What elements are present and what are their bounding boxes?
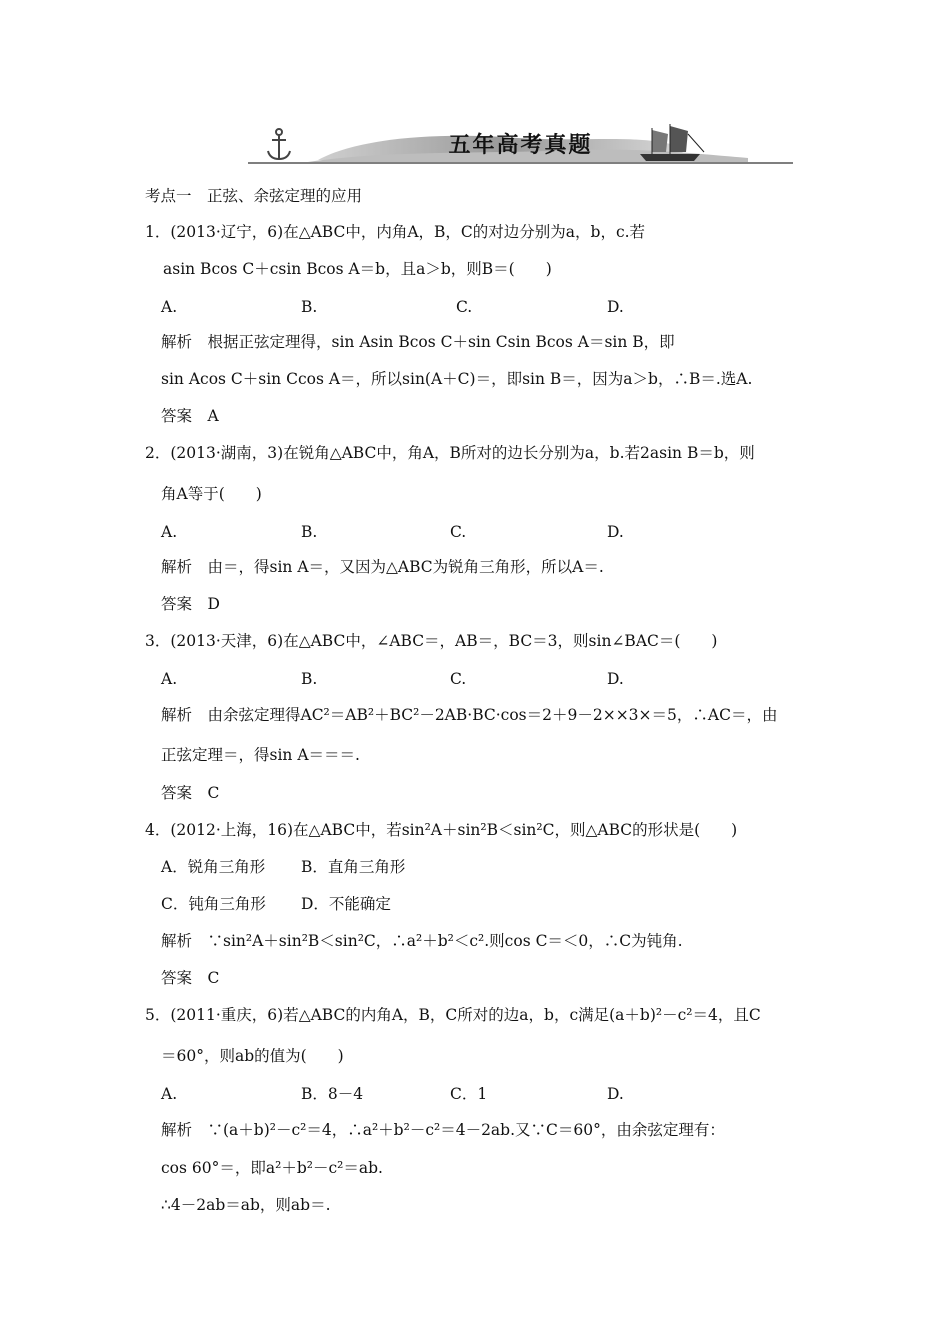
q1-option-a: A. (161, 298, 178, 316)
q2-option-b: B. (301, 523, 318, 541)
q2-option-d: D. (607, 523, 624, 541)
section-heading: 考点一 正弦、余弦定理的应用 (145, 187, 363, 205)
q1-option-d: D. (607, 298, 624, 316)
q3-stem: 3．(2013·天津，6)在△ABC中，∠ABC＝，AB＝，BC＝3，则sin∠BAC＝( ) (145, 632, 718, 650)
q2-option-c: C. (450, 523, 467, 541)
q3-option-d: D. (607, 670, 624, 688)
q2-stem-line2: 角A等于( ) (161, 485, 262, 503)
q5-analysis-line3: ∴4－2ab＝ab，则ab＝. (161, 1196, 331, 1214)
q1-option-c: C. (456, 298, 473, 316)
q5-analysis-line1: 解析 ∵(a＋b)²－c²＝4，∴a²＋b²－c²＝4－2ab.又∵C＝60°，由余弦定理有： (161, 1121, 725, 1139)
q4-option-b: B．直角三角形 (301, 858, 406, 876)
q2-stem-line1: 2．(2013·湖南，3)在锐角△ABC中，角A，B所对的边长分别为a，b.若2asin B＝b，则 (145, 444, 755, 462)
q1-stem-line1: 1．(2013·辽宁，6)在△ABC中，内角A，B，C的对边分别为a，b，c.若 (145, 223, 646, 241)
q1-analysis-line1: 解析 根据正弦定理得，sin Asin Bcos C＋sin Csin Bcos A＝sin B，即 (161, 333, 675, 351)
q3-option-a: A. (161, 670, 178, 688)
q2-option-a: A. (161, 523, 178, 541)
q5-analysis-line2: cos 60°＝，即a²＋b²－c²＝ab. (161, 1159, 383, 1177)
q1-answer: 答案 A (161, 407, 219, 425)
q4-answer: 答案 C (161, 969, 220, 987)
q5-option-d: D. (607, 1085, 624, 1103)
q4-option-a: A．锐角三角形 (161, 858, 266, 876)
q3-option-b: B. (301, 670, 318, 688)
q4-option-c: C．钝角三角形 (161, 895, 266, 913)
q5-option-c: C．1 (450, 1085, 488, 1103)
q3-analysis-line2: 正弦定理＝，得sin A＝＝＝. (161, 746, 360, 764)
q5-option-a: A. (161, 1085, 178, 1103)
q4-analysis: 解析 ∵sin²A＋sin²B＜sin²C，∴a²＋b²＜c².则cos C＝＜0，∴C为钝角. (161, 932, 683, 950)
q3-answer: 答案 C (161, 784, 220, 802)
q1-option-b: B. (301, 298, 318, 316)
q1-stem-line2: asin Bcos C＋csin Bcos A＝b，且a＞b，则B＝( ) (163, 260, 552, 278)
q4-option-d: D．不能确定 (301, 895, 391, 913)
section-banner (248, 124, 793, 168)
q2-answer: 答案 D (161, 595, 220, 613)
q3-option-c: C. (450, 670, 467, 688)
q3-analysis-line1: 解析 由余弦定理得AC²＝AB²＋BC²－2AB·BC·cos＝2＋9－2××3×＝5，∴AC＝，由 (161, 706, 778, 724)
q5-stem-line1: 5．(2011·重庆，6)若△ABC的内角A，B，C所对的边a，b，c满足(a＋b)²－c²＝4，且C (145, 1006, 761, 1024)
q1-analysis-line2: sin Acos C＋sin Ccos A＝，所以sin(A＋C)＝，即sin B＝，因为a＞b，∴B＝.选A. (161, 370, 753, 388)
q2-analysis: 解析 由＝，得sin A＝，又因为△ABC为锐角三角形，所以A＝. (161, 558, 604, 576)
banner-title: 五年高考真题 (448, 133, 593, 158)
q5-stem-line2: ＝60°，则ab的值为( ) (161, 1047, 344, 1065)
q5-option-b: B．8－4 (301, 1085, 364, 1103)
q4-stem: 4．(2012·上海，16)在△ABC中，若sin²A＋sin²B＜sin²C，则△ABC的形状是( ) (145, 821, 738, 839)
